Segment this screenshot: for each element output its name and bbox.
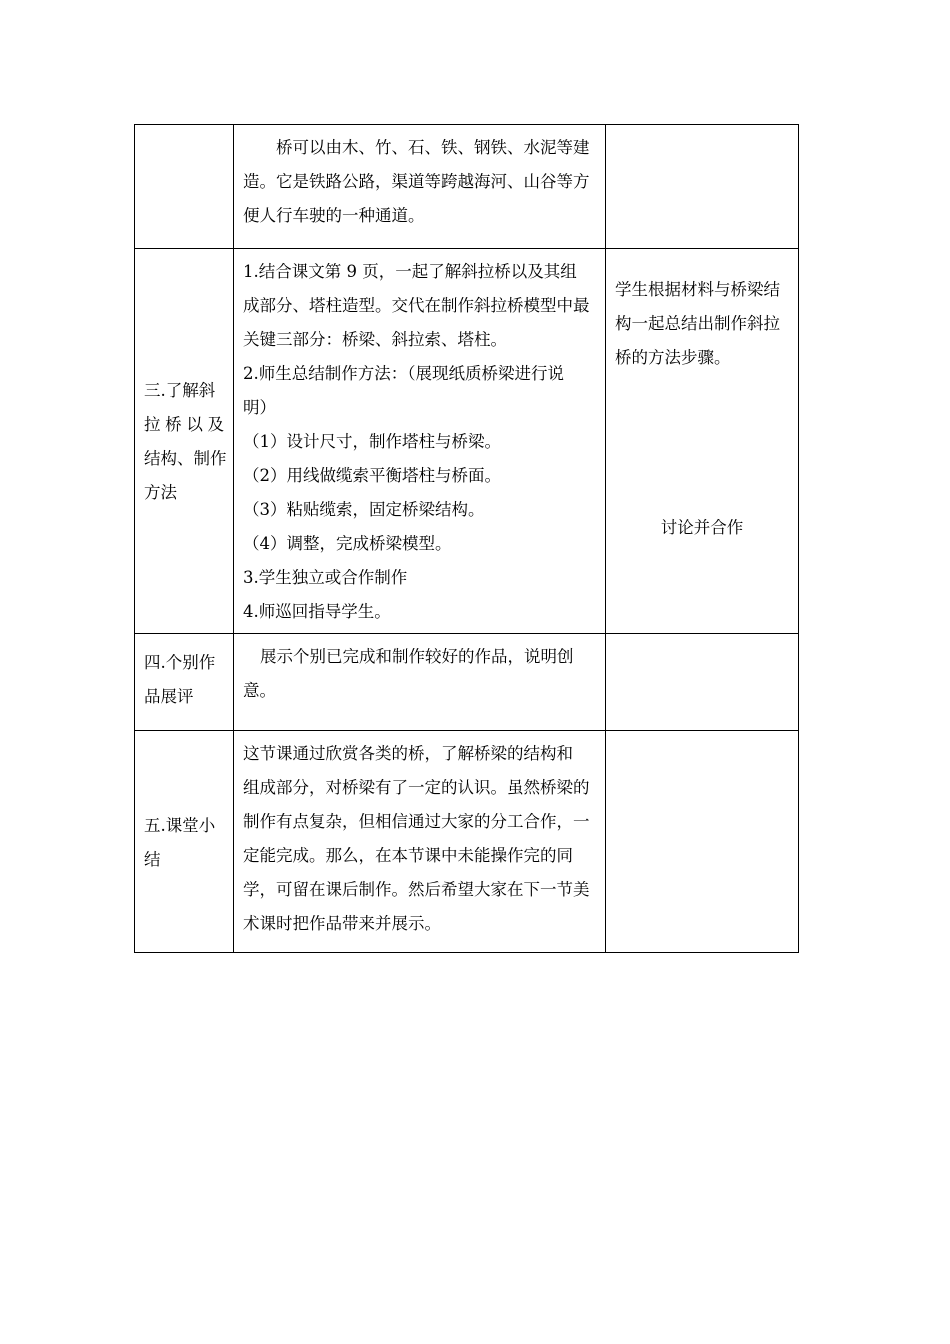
content-line: 1.结合课文第 9 页，一起了解斜拉桥以及其组 [243, 262, 577, 281]
content-line: 术课时把作品带来并展示。 [243, 914, 441, 933]
content-line: （1）设计尺寸，制作塔柱与桥梁。 [243, 432, 501, 451]
stage-line: 拉桥以及 [144, 415, 224, 434]
note-line: 构一起总结出制作斜拉 [615, 314, 780, 333]
content-line: 意。 [243, 681, 276, 700]
lesson-plan-table [134, 124, 799, 953]
stage-cell [135, 249, 234, 634]
note-cell [606, 634, 799, 731]
content-line: 这节课通过欣赏各类的桥，了解桥梁的结构和 [243, 744, 573, 763]
stage-cell [135, 634, 234, 731]
content-line: 明） [243, 398, 276, 417]
note-cell [606, 249, 799, 634]
stage-cell [135, 731, 234, 953]
content-line: 关键三部分：桥梁、斜拉索、塔柱。 [243, 330, 507, 349]
content-line: 3.学生独立或合作制作 [243, 568, 408, 587]
content-line: 2.师生总结制作方法：（展现纸质桥梁进行说 [243, 364, 564, 383]
content-line: 便人行车驶的一种通道。 [243, 206, 425, 225]
content-line: （2）用线做缆索平衡塔柱与桥面。 [243, 466, 501, 485]
content-line: 4.师巡回指导学生。 [243, 602, 391, 621]
content-line: 桥可以由木、竹、石、铁、钢铁、水泥等建 [276, 138, 590, 157]
note-cell [606, 731, 799, 953]
content-cell [234, 249, 606, 634]
content-line: 组成部分，对桥梁有了一定的认识。虽然桥梁的 [243, 778, 590, 797]
note-line: 学生根据材料与桥梁结 [615, 280, 780, 299]
stage-cell [135, 125, 234, 249]
table-row [135, 731, 799, 953]
content-line: 造。它是铁路公路，渠道等跨越海河、山谷等方 [243, 172, 590, 191]
content-line: 制作有点复杂，但相信通过大家的分工合作，一 [243, 812, 590, 831]
content-line: 展示个别已完成和制作较好的作品，说明创 [260, 647, 574, 666]
stage-line: 四.个别作 [144, 653, 216, 672]
table-row [135, 634, 799, 731]
stage-line: 三.了解斜 [144, 381, 216, 400]
content-line: 学，可留在课后制作。然后希望大家在下一节美 [243, 880, 590, 899]
table-row [135, 125, 799, 249]
stage-line: 方法 [144, 483, 177, 502]
content-line: （4）调整，完成桥梁模型。 [243, 534, 452, 553]
note-line: 桥的方法步骤。 [615, 348, 731, 367]
content-line: 成部分、塔柱造型。交代在制作斜拉桥模型中最 [243, 296, 590, 315]
content-cell [234, 731, 606, 953]
table-row [135, 249, 799, 634]
discussion-note: 讨论并合作 [660, 518, 744, 537]
content-cell [234, 125, 606, 249]
content-line: 定能完成。那么，在本节课中未能操作完的同 [243, 846, 573, 865]
stage-line: 五.课堂小 [144, 815, 216, 835]
content-cell [234, 634, 606, 731]
stage-line: 品展评 [144, 687, 194, 706]
content-line: （3）粘贴缆索，固定桥梁结构。 [243, 500, 485, 519]
stage-line: 结 [144, 849, 161, 869]
note-cell [606, 125, 799, 249]
stage-line: 结构、制作 [144, 449, 227, 468]
